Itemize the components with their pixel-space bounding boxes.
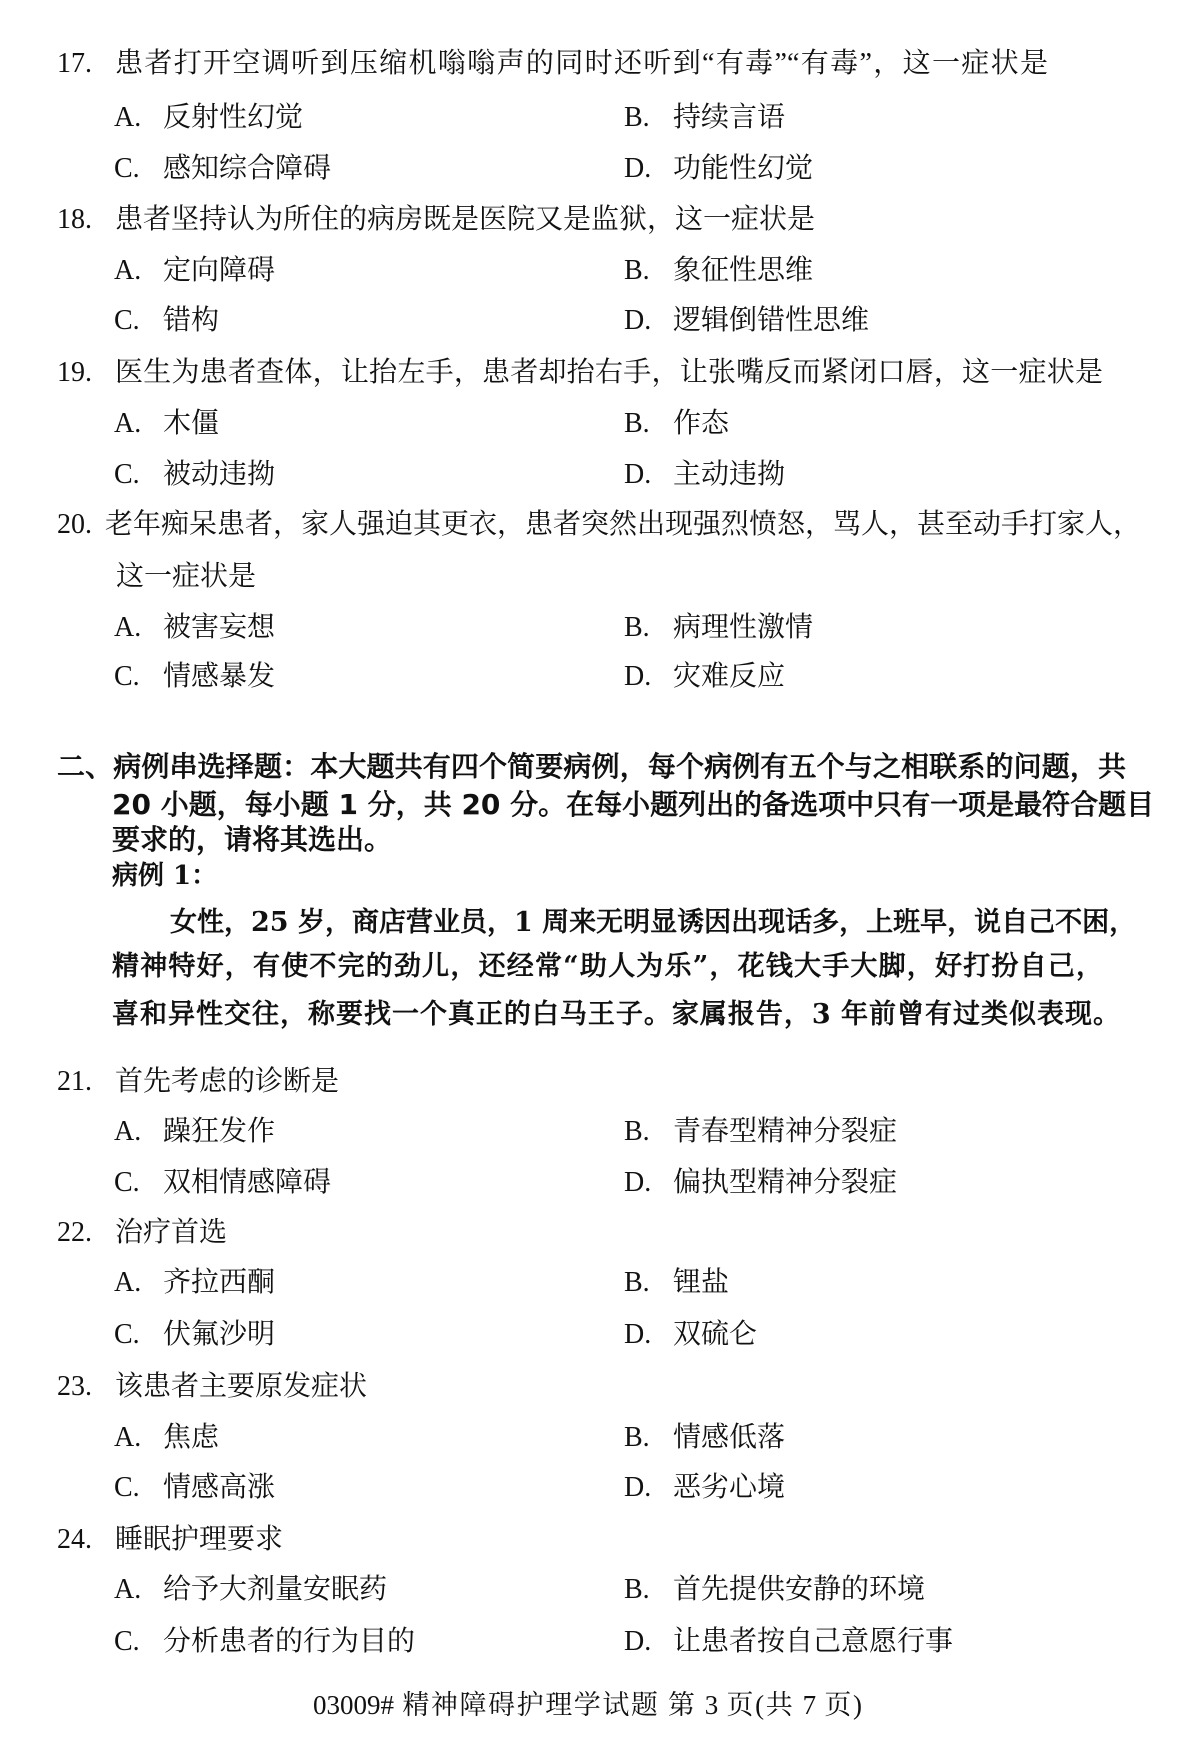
option-letter: B. [624, 255, 650, 286]
option-text: 首先提供安静的环境 [673, 1574, 926, 1605]
option-d [624, 457, 785, 493]
question-number: 22. [57, 1217, 92, 1248]
option-c [114, 457, 275, 493]
option-text: 情感高涨 [163, 1472, 276, 1503]
case-text: 喜和异性交往，称要找一个真正的白马王子。家属报告，3 年前曾有过类似表现。 [112, 999, 1120, 1030]
option-letter: D. [624, 661, 652, 692]
option-text: 齐拉西酮 [163, 1267, 276, 1298]
option-letter: C. [114, 459, 140, 490]
question-stem-continuation: 这一症状是 [116, 561, 257, 592]
option-text: 被害妄想 [163, 612, 276, 643]
footer-text: 03009# 精神障碍护理学试题 第 3 页(共 7 页) [313, 1690, 862, 1720]
option-text: 情感低落 [673, 1422, 786, 1453]
option-text: 让患者按自己意愿行事 [673, 1626, 954, 1657]
option-text: 恶劣心境 [673, 1472, 786, 1503]
option-c [114, 659, 275, 695]
option-d [624, 1317, 757, 1353]
option-letter: C. [114, 1626, 140, 1657]
option-d [624, 1470, 785, 1506]
option-letter: A. [114, 408, 142, 439]
option-text: 功能性幻觉 [673, 153, 814, 184]
question-stem-row [57, 1522, 283, 1558]
option-text: 给予大剂量安眠药 [163, 1574, 388, 1605]
question-stem: 治疗首选 [115, 1217, 228, 1248]
option-c [114, 1624, 415, 1660]
option-c [114, 1317, 275, 1353]
option-letter: D. [624, 1472, 652, 1503]
option-text: 主动违拗 [673, 459, 786, 490]
question-stem-row [57, 1215, 227, 1251]
option-text: 伏氟沙明 [163, 1319, 276, 1350]
option-letter: D. [624, 1319, 652, 1350]
option-letter: B. [624, 1116, 650, 1147]
option-a [114, 406, 219, 442]
question-stem-row [57, 1064, 339, 1100]
option-a [114, 253, 275, 289]
section-heading-text: 二、病例串选择题：本大题共有四个简要病例，每个病例有五个与之相联系的问题，共 [57, 750, 1126, 783]
option-b [624, 1420, 785, 1456]
option-a [114, 610, 275, 646]
case-text-line-3 [112, 997, 1120, 1033]
option-d [624, 659, 785, 695]
option-letter: A. [114, 1267, 142, 1298]
option-text: 双硫仑 [673, 1319, 758, 1350]
option-b [624, 406, 729, 442]
section-heading-line-2 [112, 787, 1155, 823]
option-d [624, 1165, 897, 1201]
option-letter: B. [624, 1574, 650, 1605]
question-stem: 睡眠护理要求 [115, 1524, 284, 1555]
option-text: 作态 [673, 408, 730, 439]
option-a [114, 1114, 275, 1150]
option-d [624, 1624, 953, 1660]
question-number: 20. [57, 509, 92, 540]
option-c [114, 151, 331, 187]
case-text: 精神特好，有使不完的劲儿，还经常“助人为乐”，花钱大手大脚，好打扮自己， [112, 951, 1103, 982]
option-a [114, 1420, 219, 1456]
option-a [114, 100, 303, 136]
question-stem-row [57, 1369, 367, 1405]
option-letter: D. [624, 1167, 652, 1198]
question-number: 18. [57, 204, 92, 235]
section-heading-text: 20 小题，每小题 1 分，共 20 分。在每小题列出的备选项中只有一项是最符合题目 [112, 788, 1155, 821]
option-b [624, 253, 813, 289]
option-letter: A. [114, 1422, 142, 1453]
option-text: 分析患者的行为目的 [163, 1626, 416, 1657]
question-stem: 医生为患者查体，让抬左手，患者却抬右手，让张嘴反而紧闭口唇，这一症状是 [115, 357, 1103, 388]
option-b [624, 610, 813, 646]
option-text: 锂盐 [673, 1267, 730, 1298]
option-letter: B. [624, 1422, 650, 1453]
case-text: 女性，25 岁，商店营业员，1 周来无明显诱因出现话多，上班早，说自己不困， [170, 907, 1137, 938]
option-letter: D. [624, 153, 652, 184]
option-c [114, 1165, 331, 1201]
option-letter: C. [114, 305, 140, 336]
option-letter: A. [114, 612, 142, 643]
option-text: 反射性幻觉 [163, 102, 304, 133]
option-letter: B. [624, 408, 650, 439]
question-stem-row [57, 202, 815, 238]
case-label: 病例 1： [112, 861, 218, 891]
option-text: 逻辑倒错性思维 [673, 305, 870, 336]
option-letter: B. [624, 102, 650, 133]
question-stem: 首先考虑的诊断是 [115, 1066, 340, 1097]
option-letter: B. [624, 1267, 650, 1298]
option-text: 持续言语 [673, 102, 786, 133]
section-heading-line-3: 要求的，请将其选出。 [112, 823, 393, 856]
option-b [624, 100, 785, 136]
case-text-line-1 [170, 905, 1137, 941]
section-heading-line-1 [57, 749, 1126, 785]
option-text: 躁狂发作 [163, 1116, 276, 1147]
option-letter: C. [114, 1319, 140, 1350]
option-letter: C. [114, 1472, 140, 1503]
option-letter: C. [114, 153, 140, 184]
question-stem-row [57, 46, 1048, 82]
question-stem: 患者坚持认为所住的病房既是医院又是监狱，这一症状是 [115, 204, 816, 235]
option-letter: A. [114, 1116, 142, 1147]
option-text: 感知综合障碍 [163, 153, 332, 184]
question-stem: 该患者主要原发症状 [115, 1371, 368, 1402]
option-text: 象征性思维 [673, 255, 814, 286]
option-letter: D. [624, 459, 652, 490]
option-letter: B. [624, 612, 650, 643]
option-text: 被动违拗 [163, 459, 276, 490]
question-number: 23. [57, 1371, 92, 1402]
option-a [114, 1265, 275, 1301]
option-text: 病理性激情 [673, 612, 814, 643]
option-letter: C. [114, 1167, 140, 1198]
option-b [624, 1572, 925, 1608]
option-c [114, 1470, 275, 1506]
question-number: 24. [57, 1524, 92, 1555]
question-stem-row [57, 507, 1142, 543]
option-b [624, 1265, 729, 1301]
case-text-line-2 [112, 949, 1103, 985]
option-a [114, 1572, 387, 1608]
option-letter: D. [624, 1626, 652, 1657]
option-text: 双相情感障碍 [163, 1167, 332, 1198]
option-d [624, 303, 869, 339]
question-stem: 老年痴呆患者，家人强迫其更衣，患者突然出现强烈愤怒，骂人，甚至动手打家人， [105, 509, 1142, 540]
question-stem-row [57, 355, 1103, 391]
question-number: 21. [57, 1066, 92, 1097]
option-text: 青春型精神分裂症 [673, 1116, 898, 1147]
option-text: 木僵 [163, 408, 220, 439]
option-text: 情感暴发 [163, 661, 276, 692]
option-letter: A. [114, 102, 142, 133]
option-b [624, 1114, 897, 1150]
option-text: 焦虑 [163, 1422, 220, 1453]
page-footer [313, 1687, 862, 1723]
option-text: 灾难反应 [673, 661, 786, 692]
option-letter: C. [114, 661, 140, 692]
option-text: 定向障碍 [163, 255, 276, 286]
option-letter: D. [624, 305, 652, 336]
option-text: 错构 [163, 305, 220, 336]
question-number: 17. [57, 48, 92, 79]
option-text: 偏执型精神分裂症 [673, 1167, 898, 1198]
question-number: 19. [57, 357, 92, 388]
option-letter: A. [114, 255, 142, 286]
question-stem: 患者打开空调听到压缩机嗡嗡声的同时还听到“有毒”“有毒”，这一症状是 [115, 48, 1048, 79]
option-letter: A. [114, 1574, 142, 1605]
option-d [624, 151, 813, 187]
option-c [114, 303, 219, 339]
